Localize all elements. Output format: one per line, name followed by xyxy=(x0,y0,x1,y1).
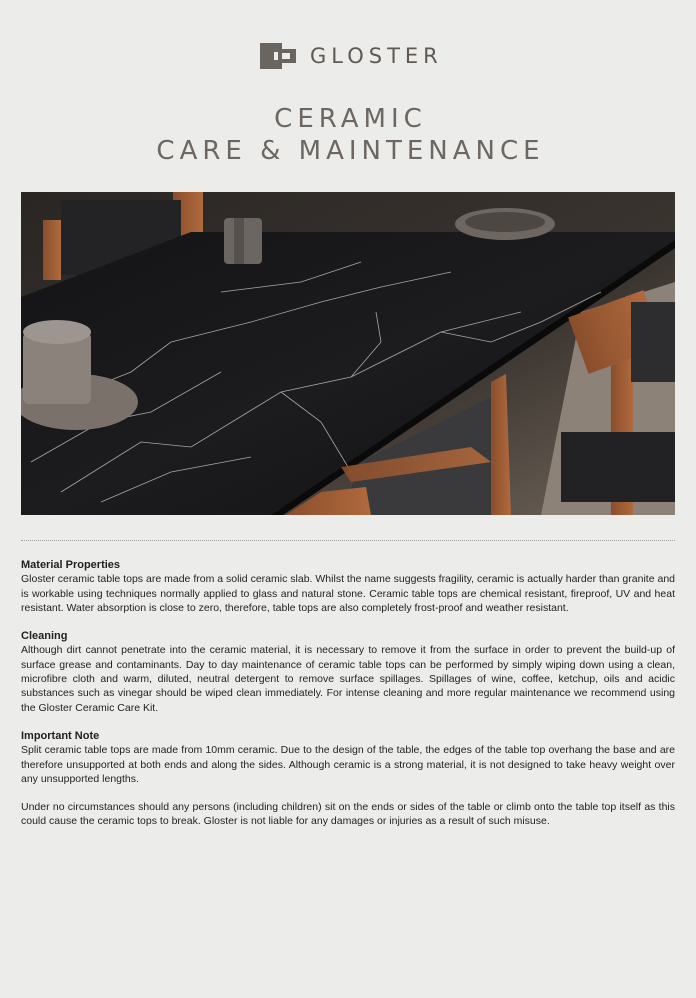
section-misuse-warning xyxy=(21,800,675,829)
gloster-logo-mark-icon xyxy=(260,43,296,69)
section-heading: Cleaning xyxy=(21,630,68,643)
brand-name: GLOSTER xyxy=(310,44,443,68)
section-heading: Important Note xyxy=(21,729,100,742)
dining-table-photo-icon xyxy=(21,192,675,515)
title-line-1: CERAMIC xyxy=(274,104,427,134)
section-cleaning xyxy=(21,629,675,715)
section-material-properties xyxy=(21,558,675,615)
section-text: Under no circumstances should any persons (including children) sit on the ends or sides of the table or climb onto the table top itself as this could cause the ceramic tops to break. Gloster is not liable for any damages or injuries as a result of such misuse. xyxy=(21,801,675,828)
section-important-note xyxy=(21,729,675,786)
section-text: Split ceramic table tops are made from 10mm ceramic. Due to the design of the table, the edges of the table top overhang the base and are therefore unsupported at both ends and along the sides. Although ceramic is a strong material, it is not designed to take heavy weight over any unsupported lengths. xyxy=(21,744,675,785)
section-text: Gloster ceramic table tops are made from a solid ceramic slab. Whilst the name suggests fragility, ceramic is actually harder than granite and is workable using techniques normally applied to glass and natural stone. Ceramic table tops are chemical resistant, fireproof, UV and heat resistant. Water absorption is close to zero, therefore, table tops are also completely frost-proof and weather resistant. xyxy=(21,573,675,614)
section-divider xyxy=(21,540,675,541)
section-text: Although dirt cannot penetrate into the ceramic material, it is necessary to remove it from the surface in order to prevent the build-up of surface grease and contaminants. Day to day maintenance of ceramic table tops can be performed by simply wiping down using a clean, microfibre cloth and warm, diluted, neutral detergent to remove surface spillages. Spillages of wine, coffee, ketchup, oils and acidic substances such as vinegar should be wiped clean immediately. For intense cleaning and more regular maintenance we recommend using the Gloster Ceramic Care Kit. xyxy=(21,644,675,714)
section-heading: Material Properties xyxy=(21,559,121,571)
brand-logo xyxy=(260,43,443,69)
care-instructions xyxy=(21,558,675,843)
title-line-2: CARE & MAINTENANCE xyxy=(156,136,545,166)
page-title xyxy=(0,103,696,167)
